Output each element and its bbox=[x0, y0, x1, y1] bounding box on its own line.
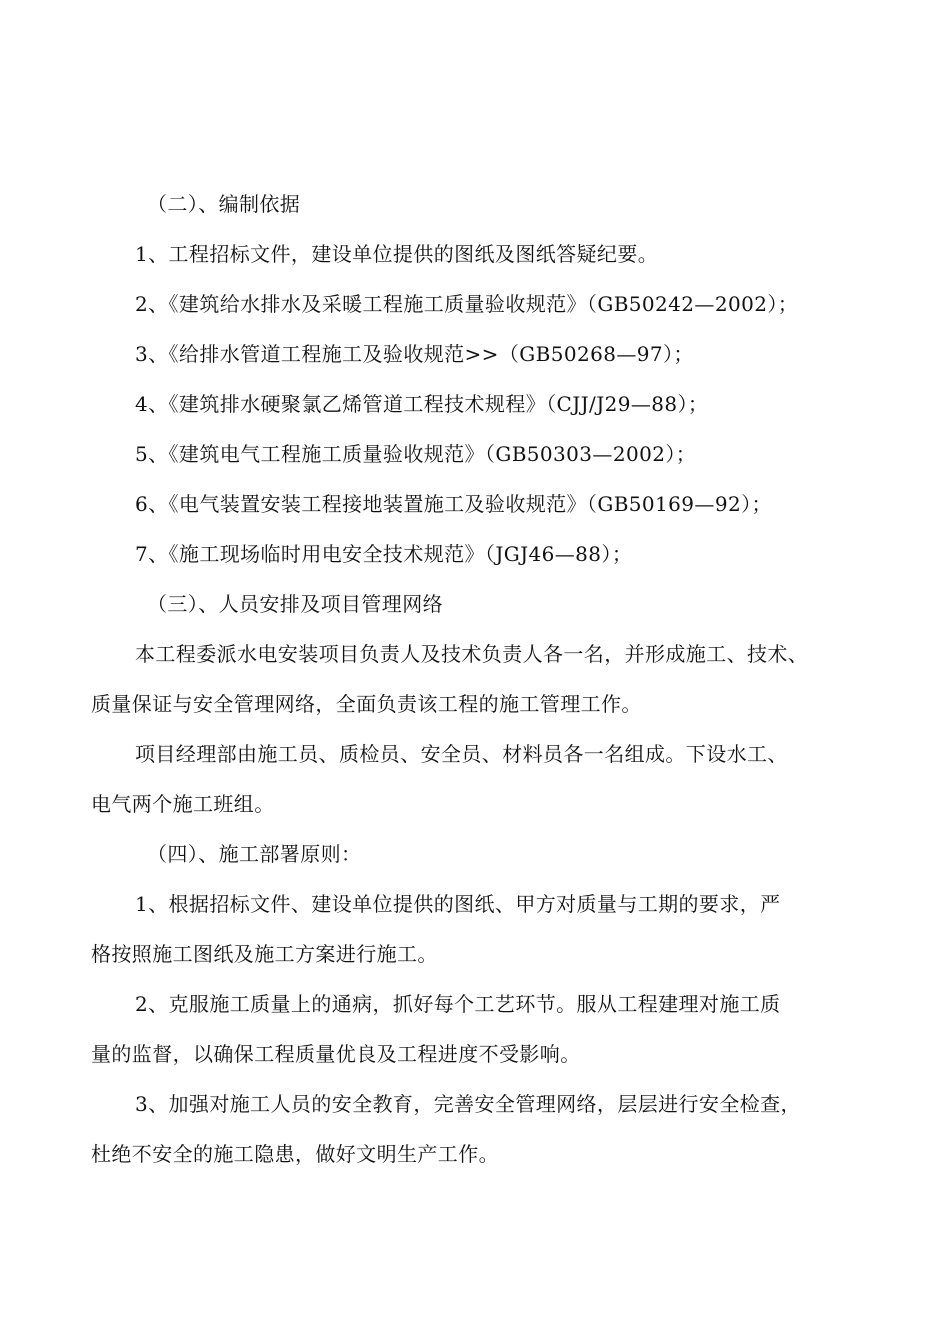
basis-item-5: 5、《建筑电气工程施工质量验收规范》（GB50303—2002）； bbox=[135, 442, 697, 466]
basis-item-2: 2、《建筑给水排水及采暖工程施工质量验收规范》（GB50242—2002）； bbox=[135, 292, 799, 316]
basis-item-7: 7、《施工现场临时用电安全技术规范》（JGJ46—88）； bbox=[135, 542, 633, 566]
section-heading-basis: （二）、编制依据 bbox=[147, 192, 301, 216]
basis-item-6: 6、《电气装置安装工程接地装置施工及验收规范》（GB50169—92）； bbox=[135, 492, 772, 516]
staff-paragraph-2-line-2: 电气两个施工班组。 bbox=[91, 792, 275, 816]
staff-paragraph-1-line-2: 质量保证与安全管理网络，全面负责该工程的施工管理工作。 bbox=[91, 692, 642, 716]
basis-item-1: 1、工程招标文件，建设单位提供的图纸及图纸答疑纪要。 bbox=[135, 242, 659, 266]
basis-item-4: 4、《建筑排水硬聚氯乙烯管道工程技术规程》（CJJ/J29—88）； bbox=[135, 392, 709, 416]
principle-2-line-2: 量的监督，以确保工程质量优良及工程进度不受影响。 bbox=[91, 1042, 581, 1066]
staff-paragraph-2-line-1: 项目经理部由施工员、质检员、安全员、材料员各一名组成。下设水工、 bbox=[135, 742, 788, 766]
section-heading-principles: （四）、施工部署原则： bbox=[147, 842, 362, 866]
basis-item-3: 3、《给排水管道工程施工及验收规范>>（GB50268—97）； bbox=[135, 342, 694, 366]
principle-1-line-1: 1、根据招标文件、建设单位提供的图纸、甲方对质量与工期的要求，严 bbox=[135, 892, 781, 916]
principle-3-line-2: 杜绝不安全的施工隐患，做好文明生产工作。 bbox=[91, 1142, 499, 1166]
staff-paragraph-1-line-1: 本工程委派水电安装项目负责人及技术负责人各一名，并形成施工、技术、 bbox=[135, 642, 809, 666]
section-heading-staff: （三）、人员安排及项目管理网络 bbox=[147, 592, 443, 616]
principle-2-line-1: 2、克服施工质量上的通病，抓好每个工艺环节。服从工程建理对施工质 bbox=[135, 992, 781, 1016]
principle-1-line-2: 格按照施工图纸及施工方案进行施工。 bbox=[91, 942, 438, 966]
principle-3-line-1: 3、加强对施工人员的安全教育，完善安全管理网络，层层进行安全检查， bbox=[135, 1092, 801, 1116]
